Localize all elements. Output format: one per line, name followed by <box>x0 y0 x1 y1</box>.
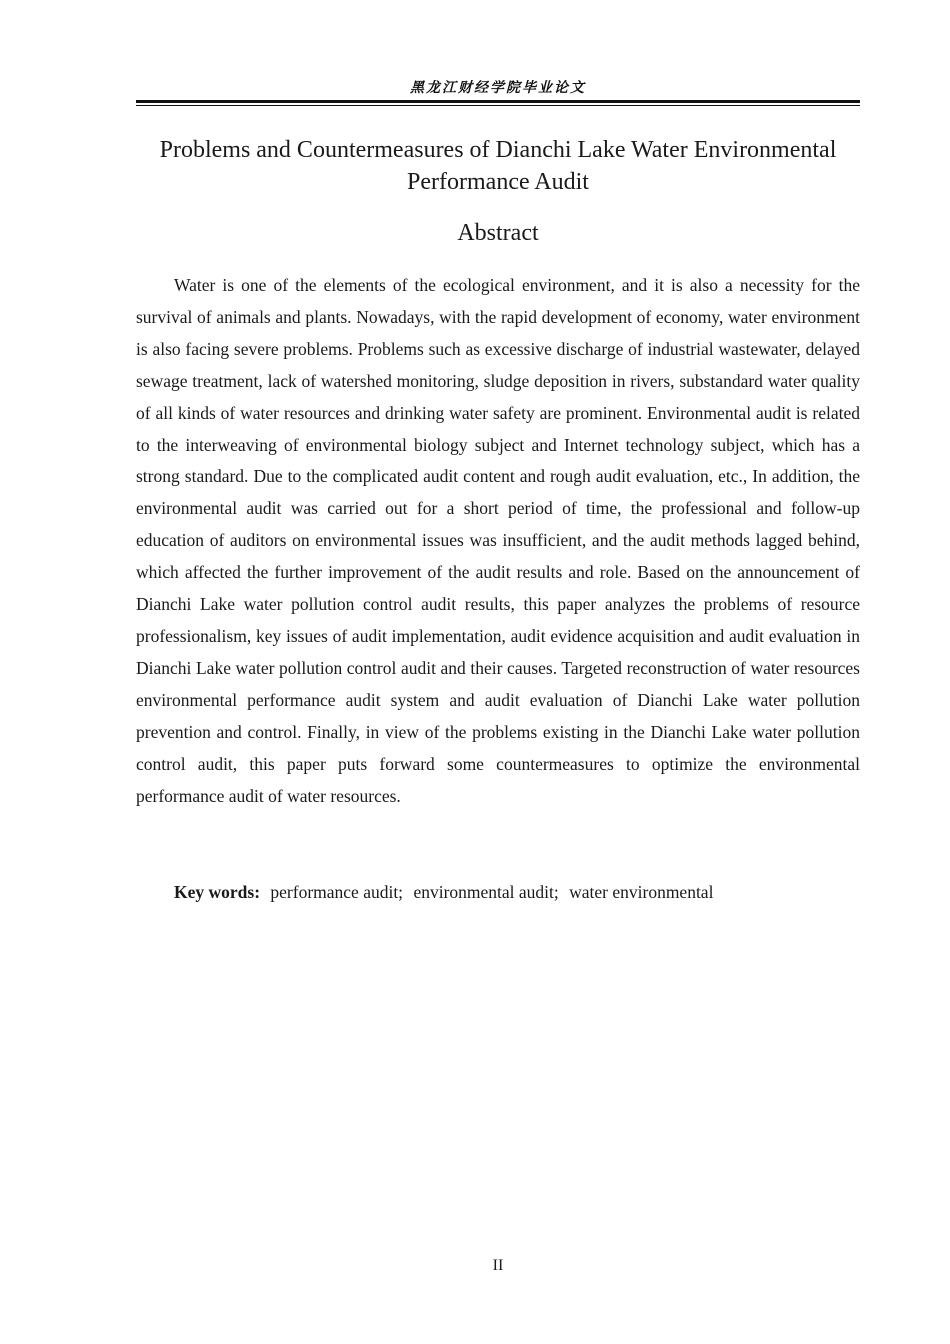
paper-title: Problems and Countermeasures of Dianchi Lake Water Environmental Performance Audit <box>159 137 837 195</box>
header-rule-thin <box>136 105 860 106</box>
keyword-item: environmental audit; <box>413 882 559 902</box>
header-rule-thick <box>136 100 860 103</box>
keywords-label: Key words: <box>174 882 261 902</box>
keywords-line <box>174 877 860 907</box>
running-header: 黑龙江财经学院毕业论文 <box>410 80 586 96</box>
keyword-item: water environmental <box>569 882 714 902</box>
page-number: II <box>492 1257 504 1274</box>
keyword-item: performance audit; <box>270 882 404 902</box>
abstract-body: Water is one of the elements of the ecological environment, and it is also a necessity for the survival of animals and plants. Nowadays, with the rapid development of economy, water environment is also facing severe problems. Problems such as excessive discharge of industrial wastewater, delayed sewage treatment, lack of watershed monitoring, sludge deposition in rivers, substandard water quality of all kinds of water resources and drinking water safety are prominent. Environmental audit is related to the interweaving of environmental biology subject and Internet technology subject, which has a strong standard. Due to the complicated audit content and rough audit evaluation, etc., In addition, the environmental audit was carried out for a short period of time, the professional and follow-up education of auditors on environmental issues was insufficient, and the audit methods lagged behind, which affected the further improvement of the audit results and role. Based on the announcement of Dianchi Lake water pollution control audit results, this paper analyzes the problems of resource professionalism, key issues of audit implementation, audit evidence acquisition and audit evaluation in Dianchi Lake water pollution control audit and their causes. Targeted reconstruction of water resources environmental performance audit system and audit evaluation of Dianchi Lake water pollution prevention and control. Finally, in view of the problems existing in the Dianchi Lake water pollution control audit, this paper puts forward some countermeasures to optimize the environmental performance audit of water resources. <box>136 275 860 806</box>
abstract-heading: Abstract <box>457 220 539 246</box>
